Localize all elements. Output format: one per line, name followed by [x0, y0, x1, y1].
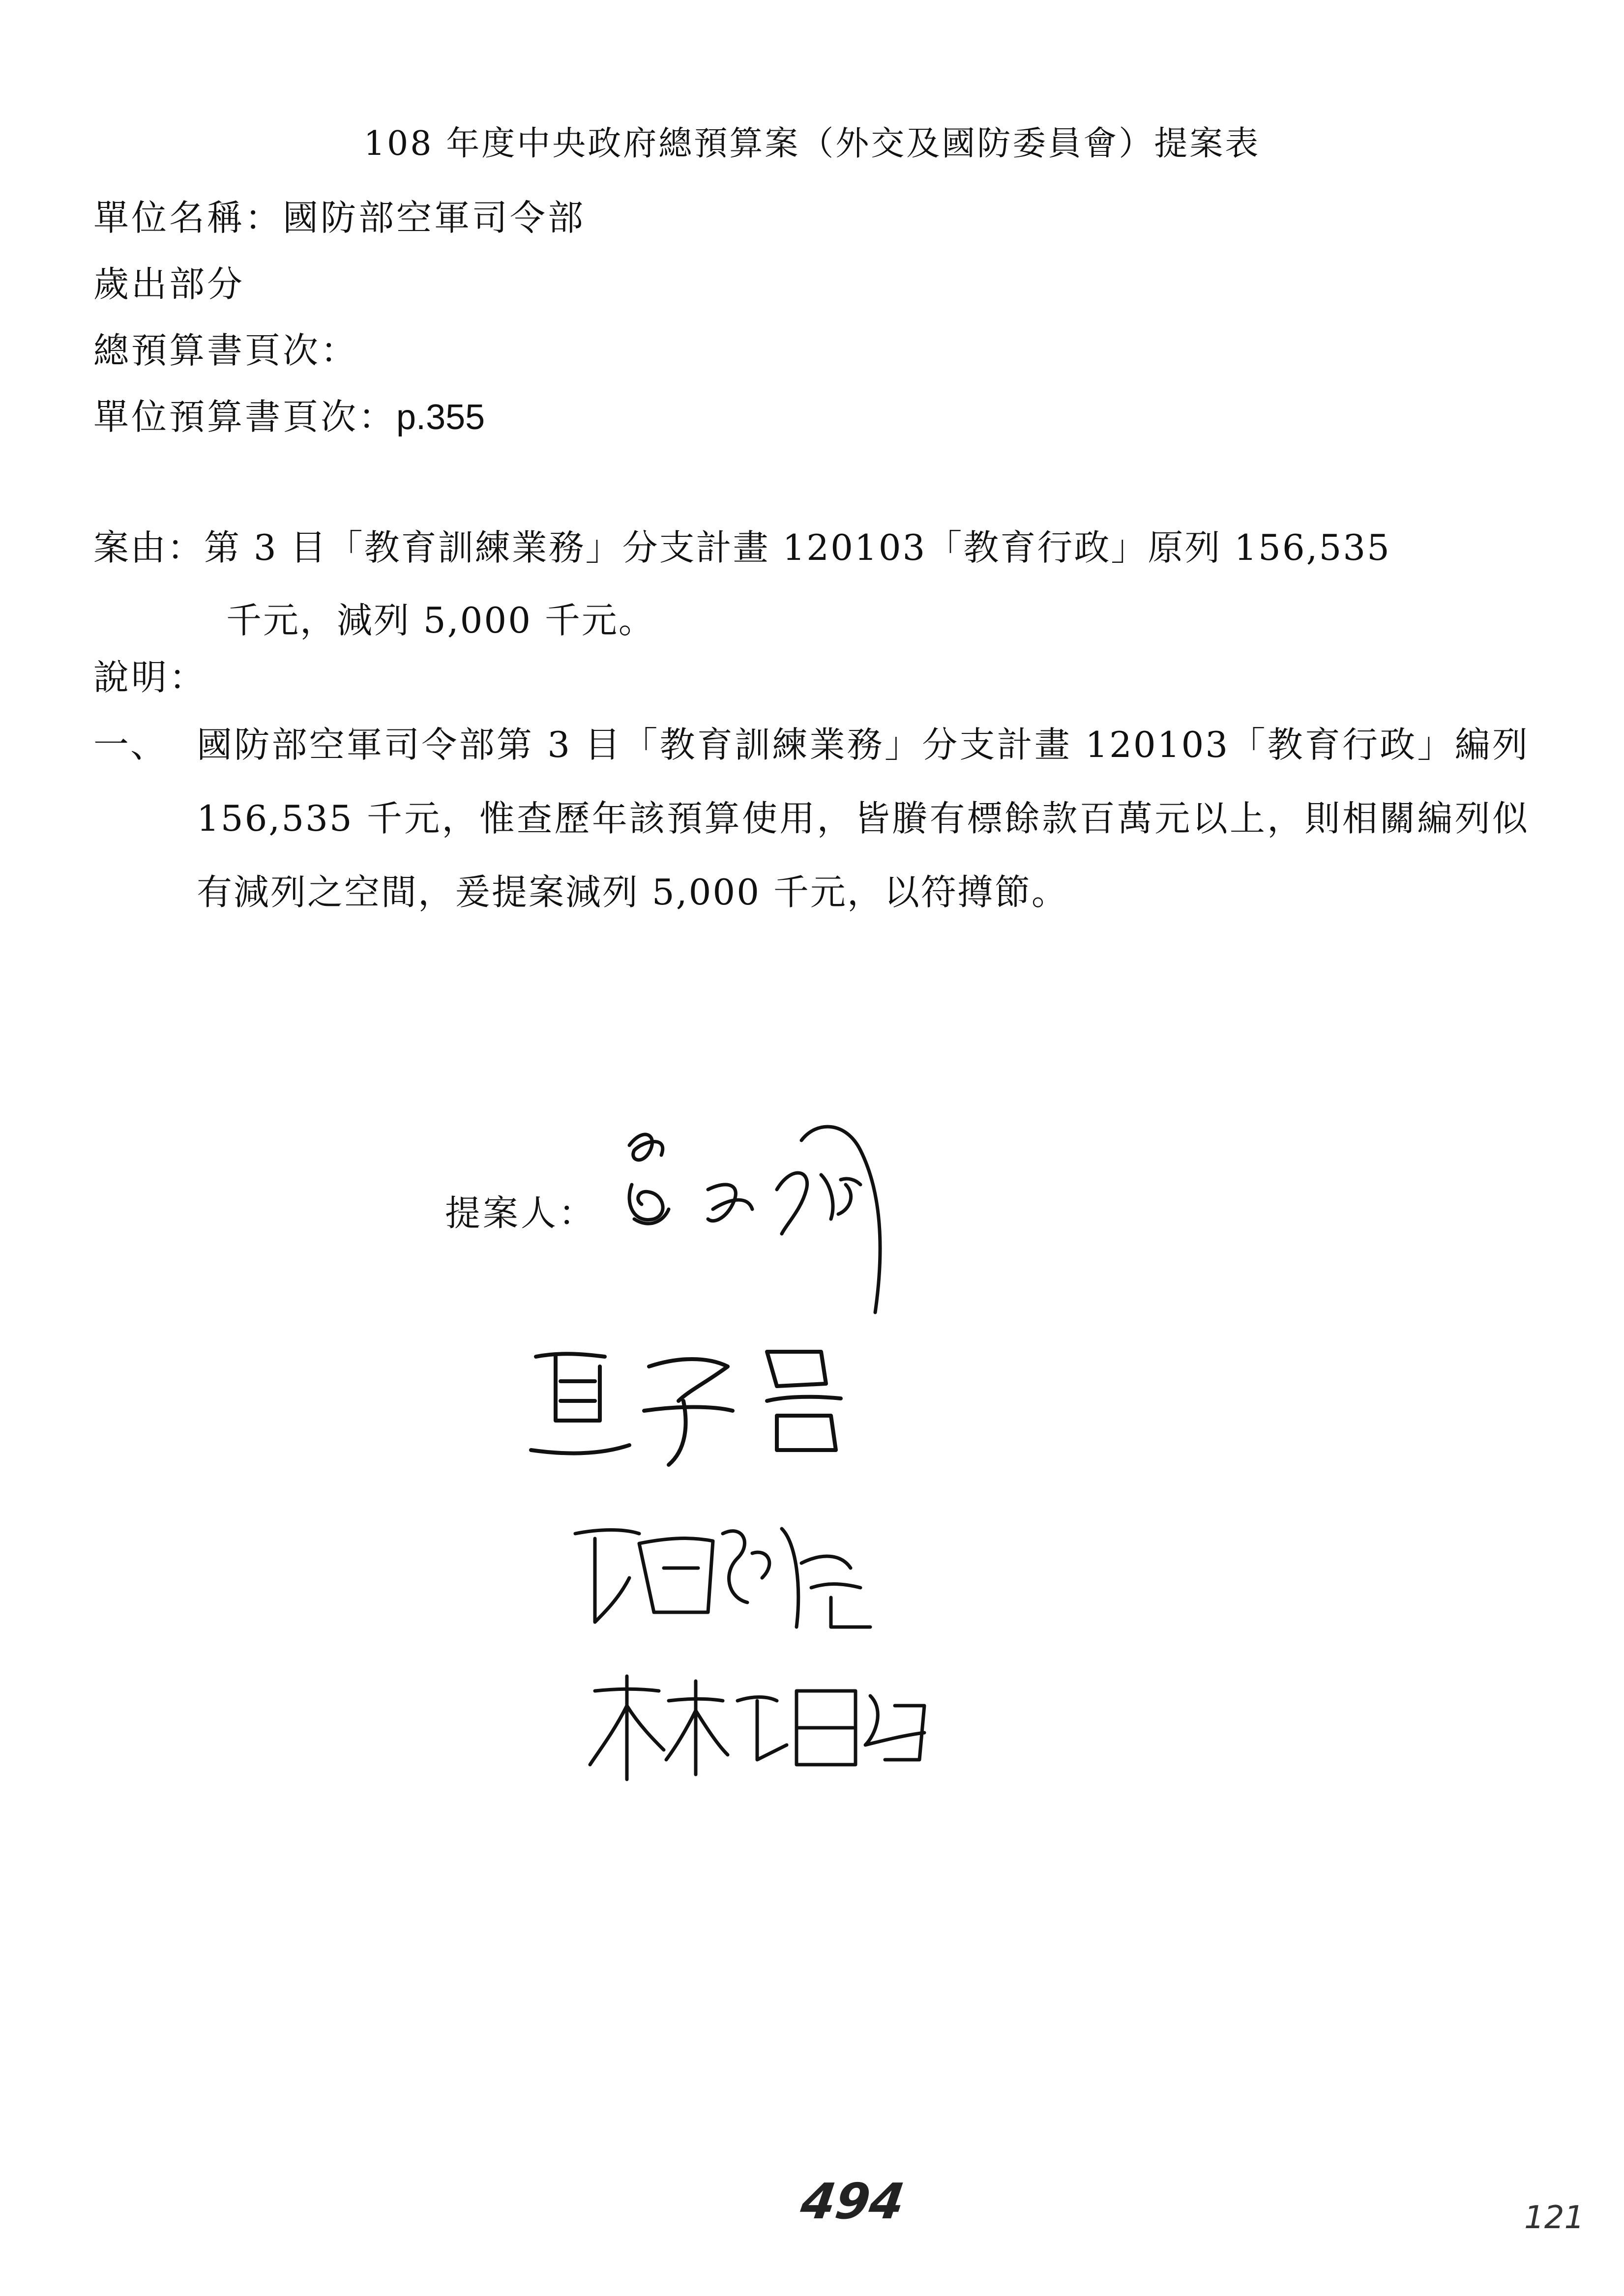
document-title: 108 年度中央政府總預算案（外交及國防委員會）提案表 [363, 124, 1261, 163]
unit-budget-page-row [93, 388, 485, 439]
unit-name-row [93, 189, 586, 240]
proposer-label: 提案人： [445, 1192, 597, 1234]
unit-budget-page-value: p.355 [396, 398, 485, 437]
general-budget-page-row [93, 322, 358, 373]
case-text-1: 第 3 目「教育訓練業務」分支計畫 120103「教育行政」原列 156,535 [204, 527, 1391, 568]
explanation-item [93, 708, 1529, 929]
unit-budget-page-label: 單位預算書頁次： [93, 396, 397, 437]
case-line-1 [93, 511, 1529, 584]
general-budget-page-label: 總預算書頁次： [93, 330, 359, 371]
unit-name-label: 單位名稱： [93, 197, 283, 238]
case-line-2: 千元，減列 5,000 千元。 [226, 600, 655, 641]
sheet-number-handwritten: 121 [1524, 2200, 1585, 2236]
signature-3 [565, 1514, 919, 1642]
explanation-item-number: 一、 [93, 724, 168, 765]
signature-2 [521, 1337, 865, 1484]
explanation-label: 說明： [93, 657, 207, 698]
explanation-item-text: 國防部空軍司令部第 3 目「教育訓練業務」分支計畫 120103「教育行政」編列 156,535 千元，惟查歷年該預算使用，皆賸有標餘款百萬元以上，則相關編列似有減列之空間，爰提案減列 5,000 千元，以符撙節。 [197, 724, 1529, 913]
signature-1 [615, 1106, 988, 1332]
case-block [93, 511, 1529, 657]
page-number-handwritten: 494 [797, 2173, 908, 2230]
case-label: 案由： [93, 527, 205, 568]
signature-4 [580, 1661, 954, 1789]
section-row [93, 256, 245, 307]
section-label: 歲出部分 [93, 263, 245, 305]
unit-name-value: 國防部空軍司令部 [283, 197, 586, 238]
